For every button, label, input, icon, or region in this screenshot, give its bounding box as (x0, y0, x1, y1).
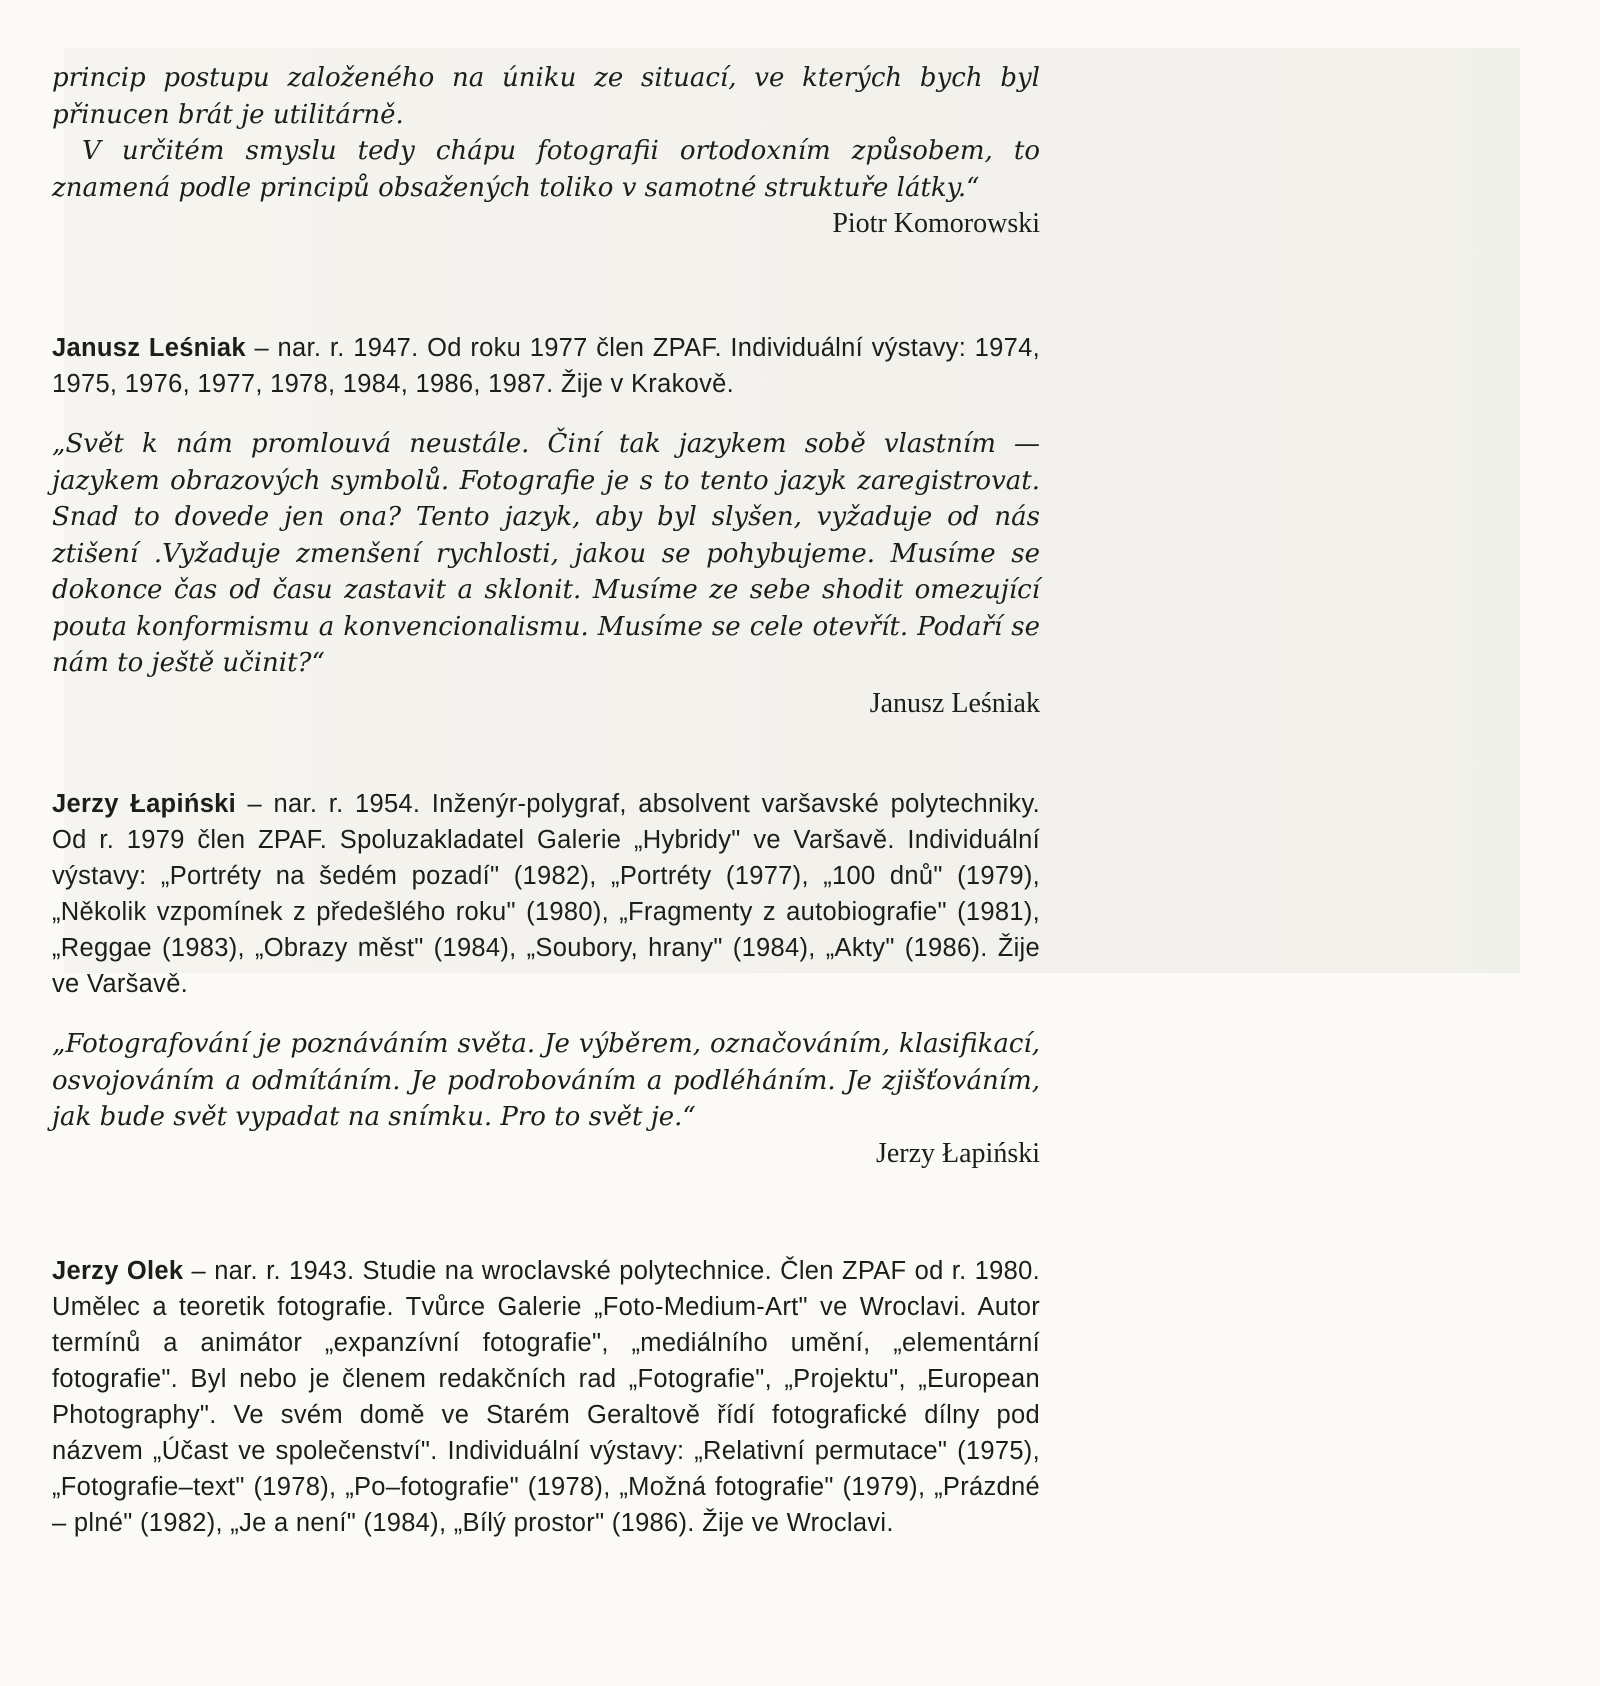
signature-lesniak: Janusz Leśniak (869, 687, 1040, 719)
artist-quote: „Svět k nám promlouvá neustále. Činí tak jazykem sobě vlastním — jazykem obrazových symbolů. Fotografie je s to tento jazyk zaregistrovat. Snad to dovede jen ona? Tento jazyk, aby byl slyšen, vyžaduje od nás ztišení .Vyžaduje zmenšení rychlosti, jakou se pohybujeme. Musíme se dokonce čas od času zastavit a sklonit. Musíme ze sebe shodit omezující pouta konformismu a konvencionalismu. Musíme se cele otevřít. Podaří se nám to ještě učinit?“ (52, 429, 1040, 678)
bio-text: – nar. r. 1947. Od roku 1977 člen ZPAF. Individuální výstavy: 1974, 1975, 1976, 1977, 1978, 1984, 1986, 1987. Žije v Krakově. (52, 334, 1040, 398)
text-column (52, 60, 1041, 1537)
intro-quote-block (52, 60, 1040, 242)
bio-text: – nar. r. 1954. Inženýr-polygraf, absolvent varšavské polytechniky. Od r. 1979 člen ZPAF. Spoluzakladatel Galerie „Hybridy" ve Varšavě. Individuální výstavy: „Portréty na šedém pozadí" (1982), „Portréty (1977), „100 dnů" (1979), „Několik vzpomínek z předešlého roku" (1980), „Fragmenty z autobiografie" (1981), „Reggae (1983), „Obrazy měst" (1984), „Soubory, hrany" (1984), „Akty" (1986). Žije ve Varšavě. (52, 790, 1041, 998)
komorowski-quote (52, 60, 1040, 206)
artist-entry-lapinski (52, 786, 1040, 1172)
artist-name: Jerzy Olek (52, 1257, 184, 1285)
artist-quote: „Fotografování je poznáváním světa. Je výběrem, označováním, klasifikací, osvojováním a odmítáním. Je podrobováním a podléháním. Je zjišťováním, jak bude svět vypadat na snímku. Pro to svět je.“ (52, 1029, 1040, 1132)
quote-paragraph: princip postupu založeného na úniku ze situací, ve kterých bych byl přinucen brát je utilitárně. (52, 63, 1040, 130)
artist-bio (52, 1253, 1040, 1541)
signature-lapinski: Jerzy Łapiński (875, 1137, 1040, 1169)
signature-komorowski: Piotr Komorowski (832, 208, 1040, 239)
artist-entry-lesniak (52, 330, 1040, 722)
artist-entry-olek (52, 1253, 1040, 1541)
bio-text: – nar. r. 1943. Studie na wroclavské polytechnice. Člen ZPAF od r. 1980. Umělec a teoretik fotografie. Tvůrce Galerie „Foto-Medium-Art" ve Wroclavi. Autor termínů a animátor „expanzívní fotografie", „mediálního umění, „elementární fotografie". Byl nebo je členem redakčních rad „Fotografie", „Projektu", „European Photography". Ve svém domě ve Starém Geraltově řídí fotografické dílny pod názvem „Účast ve společenství". Individuální výstavy: „Relativní permutace" (1975), „Fotografie–text" (1978), „Po–fotografie" (1978), „Možná fotografie" (1979), „Prázdné – plné" (1982), „Je a není" (1984), „Bílý prostor" (1986). Žije ve Wroclavi. (52, 1257, 1040, 1537)
artist-name: Jerzy Łapiński (52, 790, 237, 818)
artist-bio (52, 330, 1040, 402)
artist-bio (52, 786, 1040, 1002)
quote-paragraph: V určitém smyslu tedy chápu fotografii ortodoxním způsobem, to znamená podle principů obsažených toliko v samotné struktuře látky.“ (52, 136, 1040, 203)
artist-name: Janusz Leśniak (52, 334, 246, 362)
